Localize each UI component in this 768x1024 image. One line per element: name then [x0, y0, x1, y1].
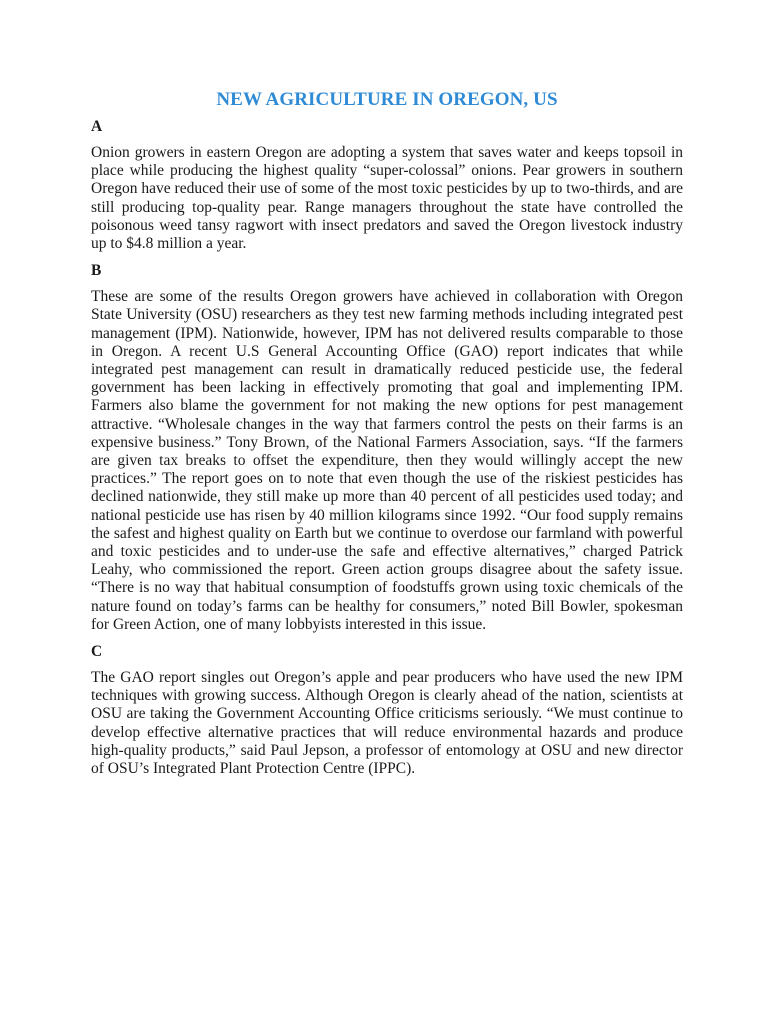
- section-b: [91, 262, 683, 634]
- section-b-paragraph: These are some of the results Oregon growers have achieved in collaboration with Oregon State University (OSU) researchers as they test new farming methods including integrated pest management (IPM). Nationwide, however, IPM has not delivered results comparable to those in Oregon. A recent U.S General Accounting Office (GAO) report indicates that while integrated pest management can result in dramatically reduced pesticide use, the federal government has been lacking in effectively promoting that goal and implementing IPM. Farmers also blame the government for not making the new options for pest management attractive. “Wholesale changes in the way that farmers control the pests on their farms is an expensive business.” Tony Brown, of the National Farmers Association, says. “If the farmers are given tax breaks to offset the expenditure, then they would willingly accept the new practices.” The report goes on to note that even though the use of the riskiest pesticides has declined nationwide, they still make up more than 40 percent of all pesticides used today; and national pesticide use has risen by 40 million kilograms since 1992. “Our food supply remains the safest and highest quality on Earth but we continue to overdose our farmland with powerful and toxic pesticides and to under-use the safe and effective alternatives,” charged Patrick Leahy, who commissioned the report. Green action groups disagree about the safety issue. “There is no way that habitual consumption of foodstuffs grown using toxic chemicals of the nature found on today’s farms can be healthy for consumers,” noted Bill Bowler, spokesman for Green Action, one of many lobbyists interested in this issue.: [91, 288, 683, 633]
- section-a-paragraph: Onion growers in eastern Oregon are adopting a system that saves water and keeps topsoil in place while producing the highest quality “super-colossal” onions. Pear growers in southern Oregon have reduced their use of some of the most toxic pesticides by up to two-thirds, and are still producing top-quality pear. Range managers throughout the state have controlled the poisonous weed tansy ragwort with insect predators and saved the Oregon livestock industry up to $4.8 million a year.: [91, 144, 683, 253]
- section-a: [91, 118, 683, 253]
- section-c: [91, 643, 683, 778]
- section-letter-c: C: [91, 643, 103, 661]
- section-c-paragraph: The GAO report singles out Oregon’s apple and pear producers who have used the new IPM techniques with growing success. Although Oregon is clearly ahead of the nation, scientists at OSU are taking the Government Accounting Office criticisms seriously. “We must continue to develop effective alternative practices that will reduce environmental hazards and produce high-quality products,” said Paul Jepson, a professor of entomology at OSU and new director of OSU’s Integrated Plant Protection Centre (IPPC).: [91, 669, 683, 778]
- section-letter-a: A: [91, 118, 103, 135]
- document-page: [91, 88, 683, 787]
- section-letter-b: B: [91, 262, 102, 280]
- document-title: NEW AGRICULTURE IN OREGON, US: [216, 89, 558, 110]
